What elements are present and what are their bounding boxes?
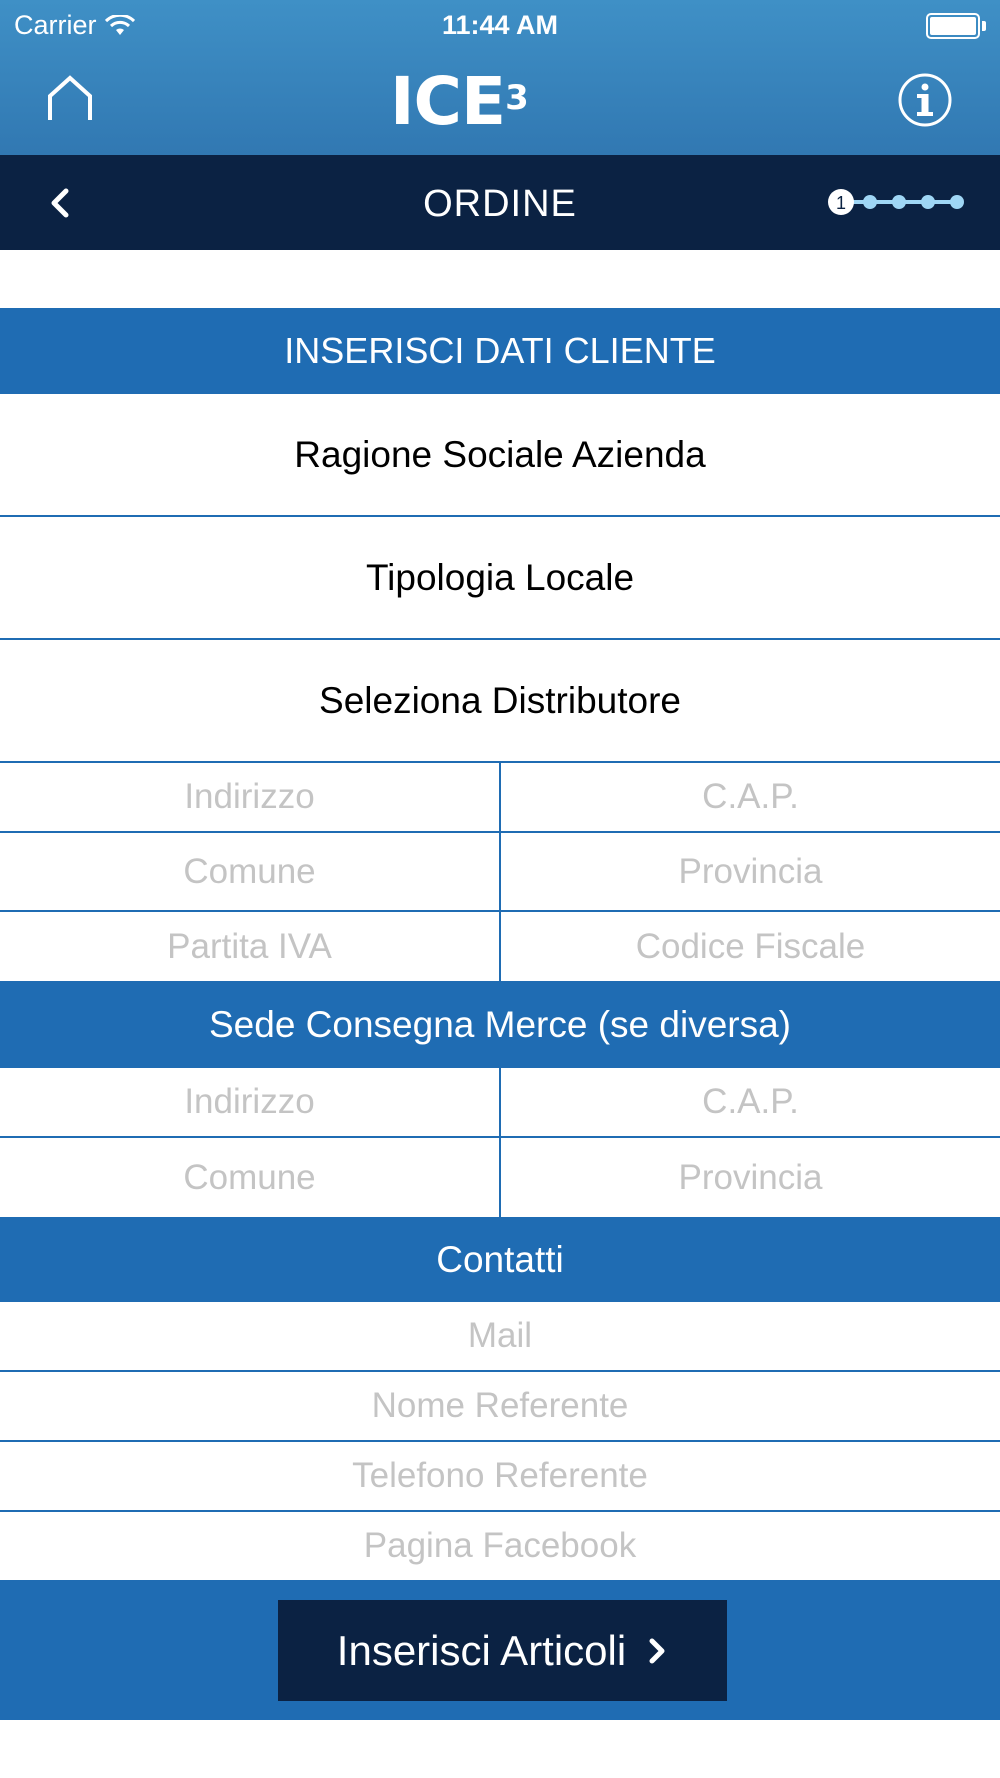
codice-fiscale-input[interactable]: Codice Fiscale (635, 926, 866, 966)
battery-icon (926, 13, 986, 39)
home-icon[interactable] (44, 72, 96, 124)
consegna-field-row (0, 1138, 1000, 1217)
consegna-cap-input[interactable]: C.A.P. (702, 1082, 799, 1121)
pagina-facebook-input[interactable]: Pagina Facebook (0, 1512, 1000, 1580)
step-1-number: 1 (835, 193, 847, 213)
consegna-provincia-input[interactable]: Provincia (678, 1157, 823, 1197)
section-header-cliente: INSERISCI DATI CLIENTE (0, 308, 1000, 394)
consegna-comune-input[interactable]: Comune (0, 1138, 501, 1217)
app-header (0, 0, 1000, 155)
step-5-dot (950, 195, 964, 209)
logo-superscript: 3 (505, 78, 528, 118)
status-bar (0, 0, 1000, 50)
inserisci-articoli-label: Inserisci Articoli (336, 1626, 627, 1674)
step-2-dot (863, 195, 877, 209)
page-title: ORDINE (423, 183, 577, 225)
carrier-label: Carrier (14, 10, 97, 40)
provincia-input[interactable]: Provincia (678, 851, 823, 891)
ice3-logo (390, 63, 610, 140)
cap-input[interactable]: C.A.P. (702, 777, 799, 816)
status-time: 11:44 AM (441, 10, 559, 40)
chevron-right-icon (646, 1635, 668, 1667)
partita-iva-input[interactable]: Partita IVA (0, 912, 501, 981)
section-header-contatti: Contatti (0, 1217, 1000, 1302)
ragione-sociale-field[interactable]: Ragione Sociale Azienda (0, 394, 1000, 517)
consegna-field-row (0, 1068, 1000, 1138)
distributore-selector[interactable]: Seleziona Distributore (0, 640, 1000, 763)
comune-input[interactable]: Comune (0, 833, 501, 910)
info-icon[interactable] (897, 72, 953, 128)
indirizzo-input[interactable]: Indirizzo (0, 763, 501, 831)
inserisci-articoli-button[interactable] (278, 1600, 727, 1701)
section-header-consegna: Sede Consegna Merce (se diversa) (0, 981, 1000, 1068)
cliente-field-row (0, 763, 1000, 833)
mail-input[interactable]: Mail (0, 1302, 1000, 1372)
nome-referente-input[interactable]: Nome Referente (0, 1372, 1000, 1442)
step-progress-indicator (825, 187, 965, 217)
tipologia-locale-selector[interactable]: Tipologia Locale (0, 517, 1000, 640)
step-3-dot (892, 195, 906, 209)
footer-bar (0, 1580, 1000, 1720)
logo-text: ICE (390, 63, 506, 140)
step-4-dot (921, 195, 935, 209)
telefono-referente-input[interactable]: Telefono Referente (0, 1442, 1000, 1512)
consegna-indirizzo-input[interactable]: Indirizzo (0, 1068, 501, 1136)
cliente-field-row (0, 912, 1000, 981)
cliente-field-row (0, 833, 1000, 912)
